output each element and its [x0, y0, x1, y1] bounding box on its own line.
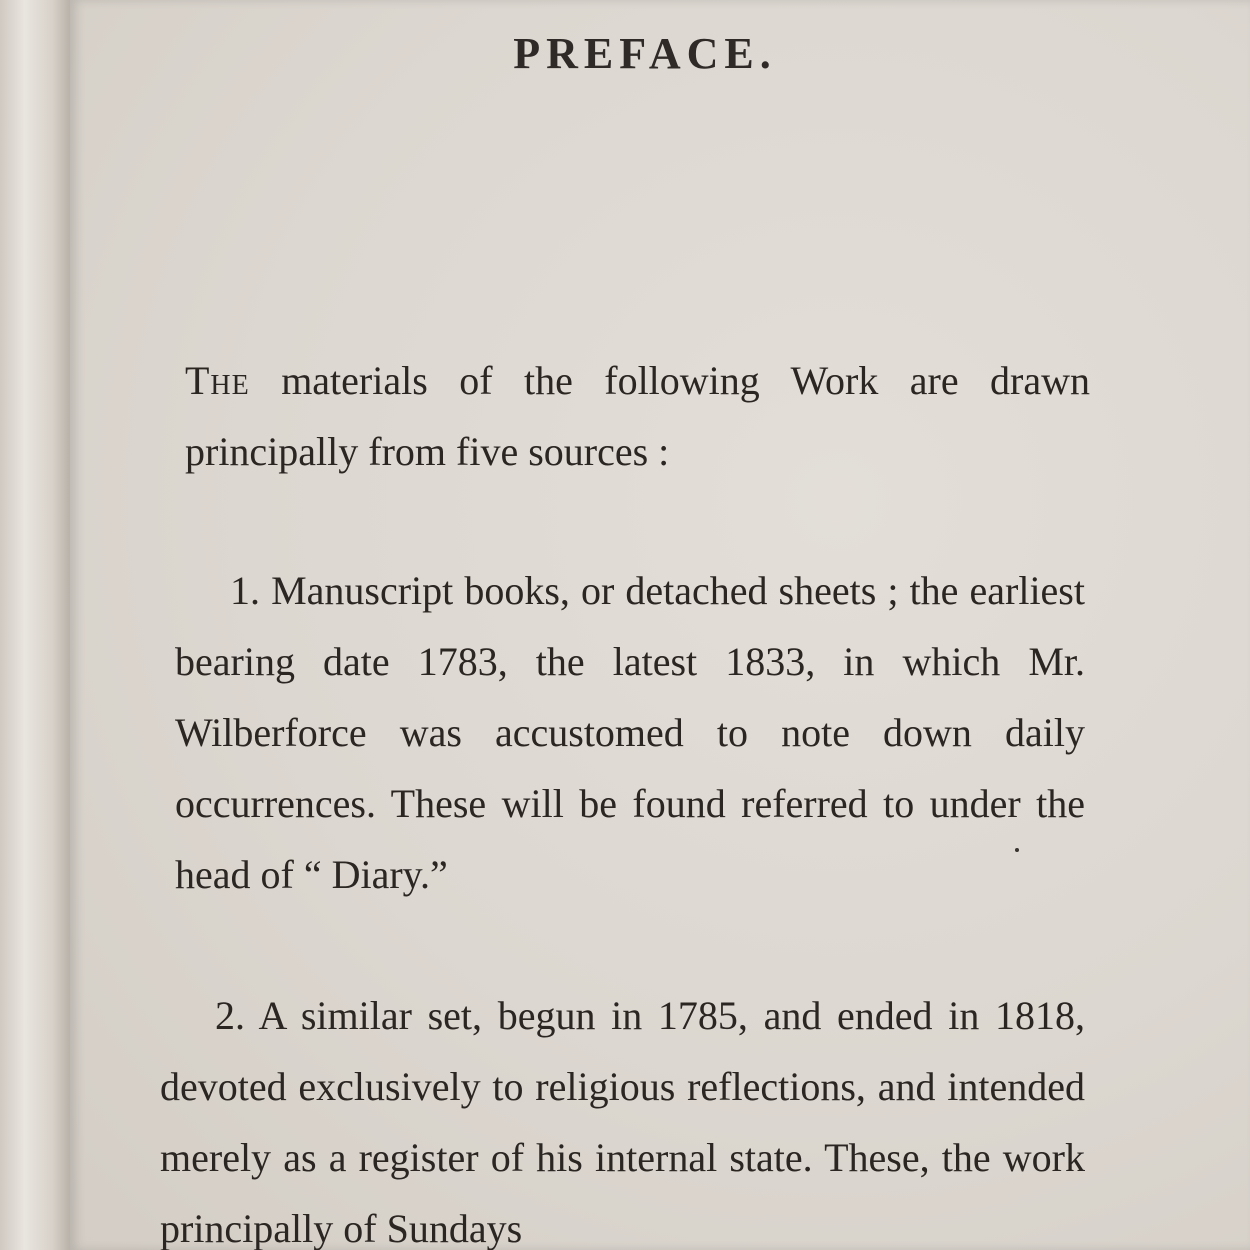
adjacent-page-edge — [0, 0, 70, 1250]
intro-paragraph — [185, 345, 1090, 487]
item-number: 1. — [230, 568, 260, 613]
book-page — [70, 0, 1250, 1250]
ink-speck — [1015, 848, 1019, 852]
intro-text: materials of the following Work are drawn principally from five sources : — [185, 358, 1090, 474]
intro-lead-word: The — [185, 358, 250, 403]
item-text: Manuscript books, or detached sheets ; the earliest bearing date 1783, the latest 1833, in which Mr. Wilberforce was accustomed to note down daily occurrences. These will be found referred to under the head of “ Diary.” — [175, 568, 1085, 897]
source-item-2 — [160, 980, 1085, 1250]
page-title: PREFACE. — [513, 29, 777, 78]
source-item-1 — [175, 555, 1085, 910]
item-text: A similar set, begun in 1785, and ended in 1818, devoted exclusively to religious reflections, and intended merely as a register of his internal state. These, the work principally of Sundays — [160, 993, 1085, 1250]
item-number: 2. — [215, 993, 245, 1038]
